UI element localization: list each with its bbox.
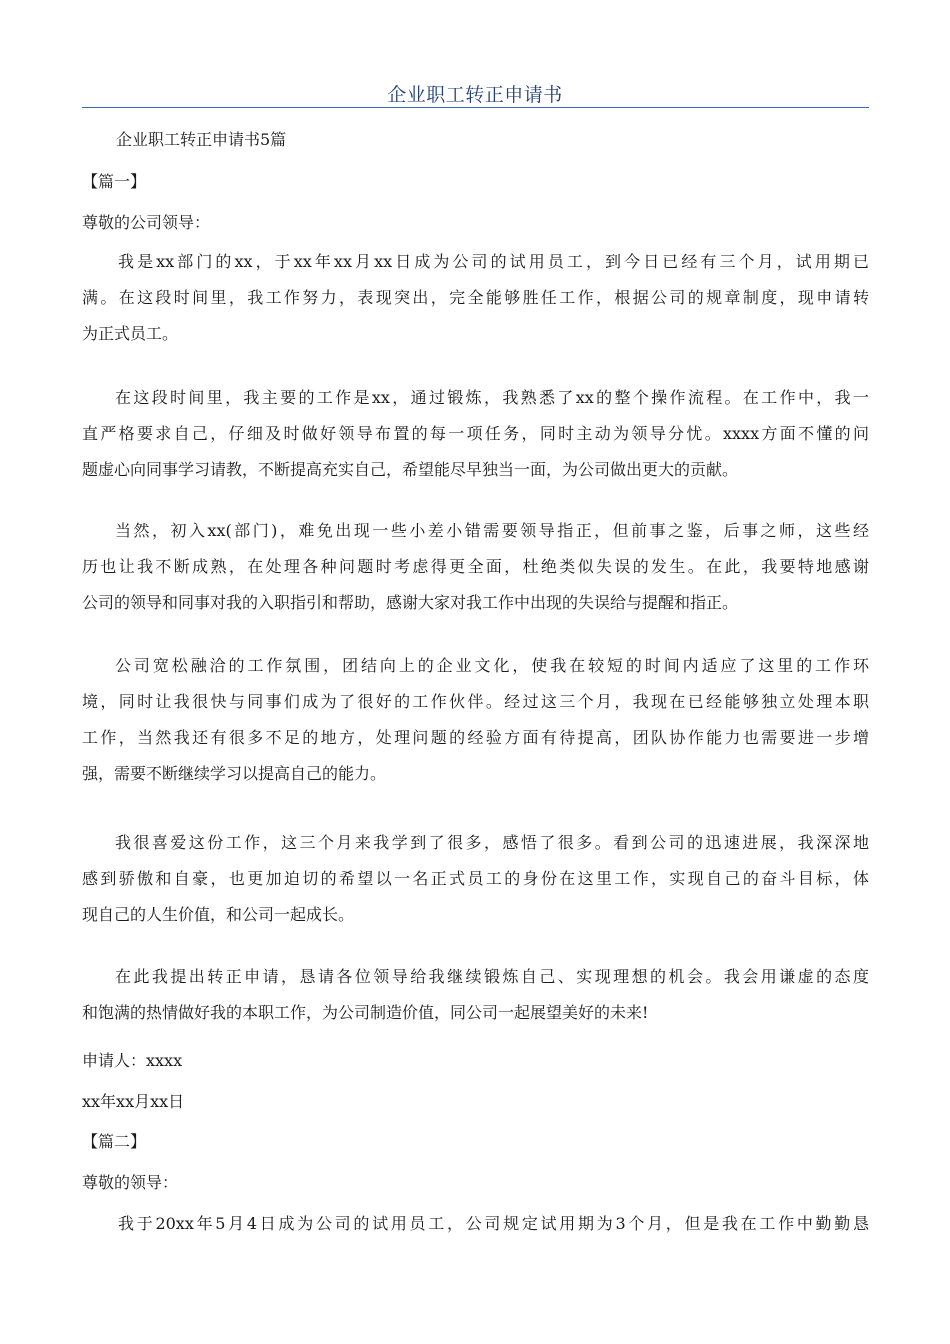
paragraph-line: 在这段时间里，我主要的工作是xx，通过锻炼，我熟悉了xx的整个操作流程。在工作中，我一 [115, 388, 869, 407]
section-heading: 【篇二】 [82, 1132, 147, 1151]
paragraph-2 [82, 388, 869, 496]
paragraph-line: 题虚心向同事学习请教，不断提高充实自己，希望能尽早独当一面，为公司做出更大的贡献。 [82, 460, 739, 479]
paragraph-line: 强，需要不断继续学习以提高自己的能力。 [82, 764, 387, 783]
paragraph-1 [82, 252, 869, 360]
paragraph-line: 为正式员工。 [82, 324, 179, 343]
header-divider [82, 107, 869, 108]
applicant-signature: 申请人：xxxx [82, 1051, 183, 1070]
section-heading: 【篇一】 [82, 172, 147, 191]
application-date: xx年xx月xx日 [82, 1092, 185, 1111]
paragraph-line: 我是xx部门的xx，于xx年xx月xx日成为公司的试用员工，到今日已经有三个月，试用期已 [118, 252, 869, 271]
paragraph-7 [82, 1214, 869, 1250]
paragraph-line: 现自己的人生价值，和公司一起成长。 [82, 905, 355, 924]
paragraph-line: 公司的领导和同事对我的入职指引和帮助，感谢大家对我工作中出现的失误给与提醒和指正。 [82, 593, 739, 612]
paragraph-line: 公司宽松融洽的工作氛围，团结向上的企业文化，使我在较短的时间内适应了这里的工作环 [115, 656, 869, 675]
paragraph-line: 境，同时让我很快与同事们成为了很好的工作伙伴。经过这三个月，我现在已经能够独立处理本职 [82, 692, 869, 711]
paragraph-4 [82, 656, 869, 800]
paragraph-3 [82, 521, 869, 629]
salutation: 尊敬的公司领导： [82, 213, 211, 232]
document-subtitle: 企业职工转正申请书5篇 [116, 130, 287, 149]
paragraph-line: 直严格要求自己，仔细及时做好领导布置的每一项任务，同时主动为领导分忧。xxxx方面不懂的问 [82, 424, 869, 443]
paragraph-line: 历也让我不断成熟，在处理各种问题时考虑得更全面，杜绝类似失误的发生。在此，我要特地感谢 [82, 557, 869, 576]
paragraph-line: 工作，当然我还有很多不足的地方，处理问题的经验方面有待提高，团队协作能力也需要进一步增 [82, 728, 869, 747]
paragraph-line: 感到骄傲和自豪，也更加迫切的希望以一名正式员工的身份在这里工作，实现自己的奋斗目标，体 [82, 869, 869, 888]
paragraph-line: 当然，初入xx(部门)，难免出现一些小差小错需要领导指正，但前事之鉴，后事之师，这些经 [115, 521, 869, 540]
page-header-title: 企业职工转正申请书 [387, 84, 563, 106]
paragraph-5 [82, 833, 869, 941]
salutation: 尊敬的领导： [82, 1173, 179, 1192]
paragraph-line: 在此我提出转正申请，恳请各位领导给我继续锻炼自己、实现理想的机会。我会用谦虚的态度 [115, 967, 869, 986]
paragraph-line: 我很喜爱这份工作，这三个月来我学到了很多，感悟了很多。看到公司的迅速进展，我深深地 [115, 833, 869, 852]
paragraph-6 [82, 967, 869, 1039]
paragraph-line: 满。在这段时间里，我工作努力，表现突出，完全能够胜任工作，根据公司的规章制度，现申请转 [82, 288, 869, 307]
paragraph-line: 和饱满的热情做好我的本职工作，为公司制造价值，同公司一起展望美好的未来! [82, 1003, 649, 1022]
paragraph-line: 我于20xx年5月4日成为公司的试用员工，公司规定试用期为3个月，但是我在工作中勤勤恳 [118, 1214, 869, 1233]
